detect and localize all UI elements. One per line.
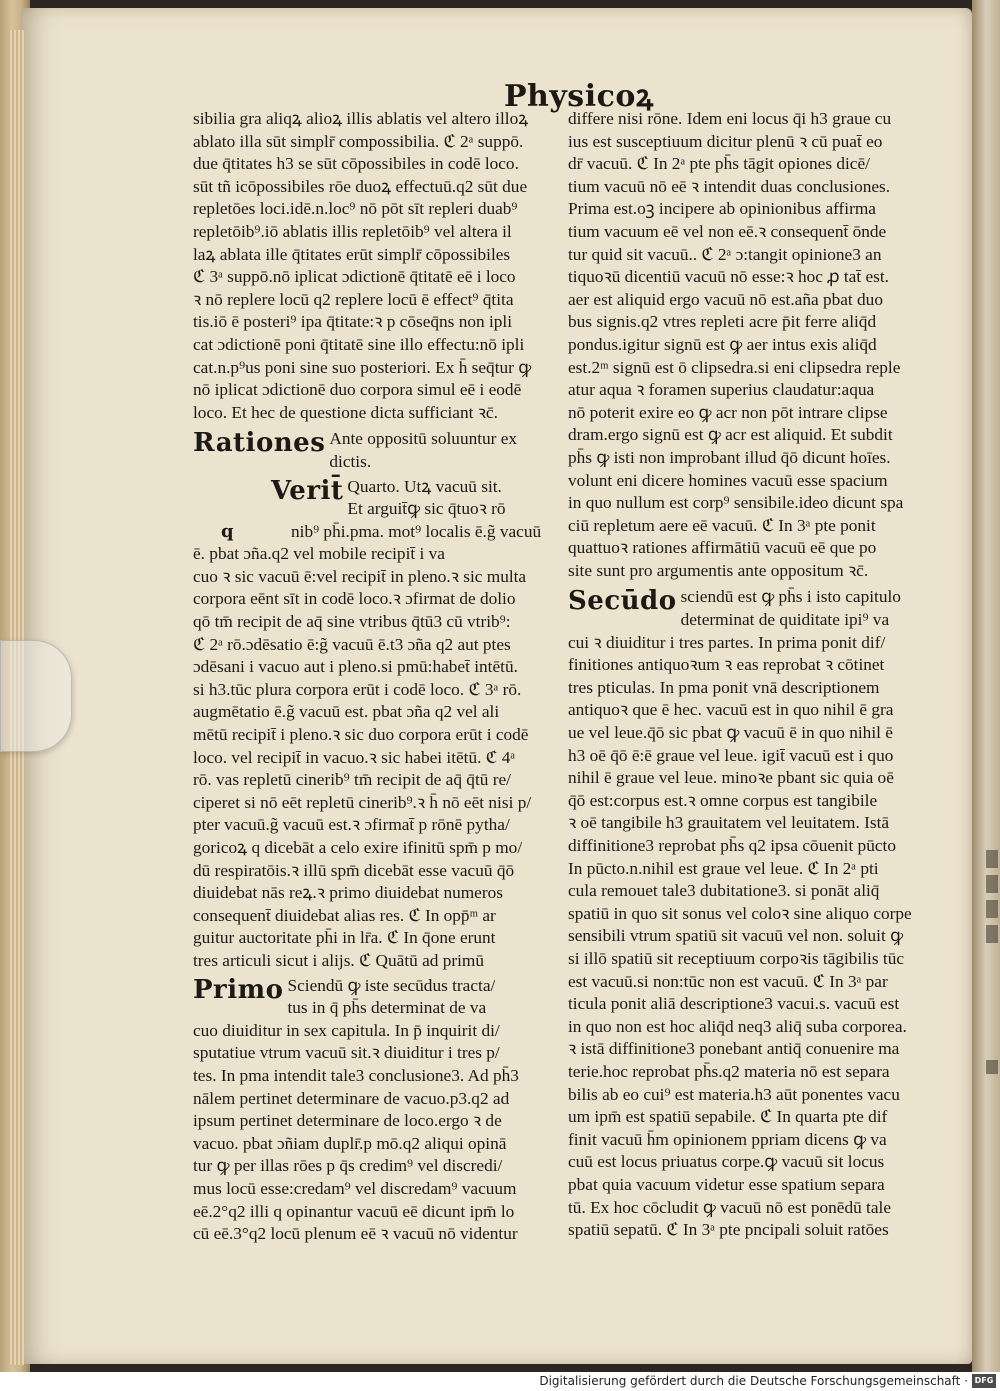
text-line: ius est susceptiuum dicitur plenū ꝛ cū puat̄ eo	[568, 131, 883, 151]
text-line: finitiones antiquoꝛum ꝛ eas reprobat ꝛ cōtinet	[568, 655, 885, 675]
text-line: tiquoꝛū dicentiū vacuū nō esse:ꝛ hoc ꝓ tat̄ est.	[568, 267, 889, 287]
left-text-column	[193, 108, 556, 1246]
text-line: ꝛ istā diffinitione3 ponebant antiq̄ conuenire ma	[568, 1039, 900, 1059]
text-line: guitur auctoritate ph̄i in lr̄a. ℭ In q̄one erunt	[193, 928, 496, 948]
text-line: tis.iō ē posteri⁹ ipa q̄titate:ꝛ p cōseq̄ns non ipli	[193, 312, 512, 332]
text-line: atur aqua ꝛ foramen superius claudatur:aqua	[568, 380, 875, 400]
text-line: Ante oppositū soluuntur ex	[329, 429, 518, 449]
secundo-heading: Secūdo	[568, 586, 677, 617]
initial-letter-guide: q	[221, 520, 234, 542]
text-line: Sciendū ꝙ iste secūdus tracta/	[287, 975, 496, 995]
text-line: nālem pertinet determinare de vacuo.p3.q2 ad	[193, 1088, 510, 1108]
text-line: diuidebat nās reꝝ.ꝛ primo diuidebat numeros	[193, 883, 503, 903]
text-line: bus signis.q2 vtres repleti acre p̄it ferre aliq̄d	[568, 312, 877, 332]
text-line: tur quid sit vacuū.. ℭ 2ᵃ ɔ:tangit opinione3 an	[568, 244, 882, 264]
text-line: ph̄s ꝙ isti non improbant illud q̄ō dicunt hoīes.	[568, 447, 891, 467]
text-line: est.2ᵐ signū est ō clipsedra.si eni clipsedra reple	[568, 357, 901, 377]
text-line: differe nisi rōne. Idem eni locus q̄i h3 graue cu	[568, 109, 892, 128]
text-line: um ipm̄ est spatiū sepabile. ℭ In quarta pte dif	[568, 1107, 888, 1127]
veritas-heading: Verit̄	[271, 475, 344, 506]
text-line: laꝝ ablata ille q̄titates erūt simplr̄ cōpossibiles	[193, 244, 511, 264]
text-line: tes. In pma intendit tale3 conclusione3. Ad ph̄3	[193, 1065, 519, 1085]
text-line: h3 oē q̄ō ē:ē graue vel leue. igit̄ vacuū est i quo	[568, 745, 894, 765]
text-line: consequent̄ diuidebat alias res. ℭ In opp̄ᵐ ar	[193, 905, 496, 925]
running-head: Physicoꝝ	[504, 79, 654, 114]
text-line: pondus.igitur signū est ꝙ aer intus exis aliq̄d	[568, 334, 877, 354]
text-line: ticula ponit aliā descriptione3 vacui.s. vacuū est	[568, 994, 900, 1014]
text-line: tres pticulas. In pma ponit vnā descriptionem	[568, 677, 880, 697]
text-line: cat ɔdictionē poni q̄titatē sine illo effectu:nō ipli	[193, 334, 525, 354]
text-line: antiquoꝛ que ē hec. vacuū est in quo nihil ē gra	[568, 700, 894, 720]
text-line: cui ꝛ diuiditur i tres partes. In prima ponit dif/	[568, 632, 886, 652]
text-line: in quo nullum est corp⁹ sensibile.ideo dicunt spa	[568, 493, 904, 513]
text-line: pbat quia vacuum videtur esse spatium separa	[568, 1174, 885, 1194]
secundo-text	[681, 586, 901, 631]
text-line: dictis.	[329, 451, 372, 471]
text-line-content: nib⁹ ph̄i.pma. mot⁹ localis ē.g̃ vacuū	[291, 521, 542, 541]
text-line: ℭ 3ᵃ suppō.nō iplicat ɔdictionē q̄titatē eē i loco	[193, 267, 516, 287]
text-line: nō iplicat ɔdictionē duo corpora simul eē i eodē	[193, 380, 522, 400]
veritas-section	[193, 476, 556, 521]
text-line: ꝛ oē tangibile h3 grauitatem vel leuitatem. Istā	[568, 813, 890, 833]
text-line: si h3.tūc plura corpora erūt i codē loco. ℭ 3ᵃ rō.	[193, 679, 522, 699]
text-line: sciendū est ꝙ ph̄s i isto capitulo	[680, 587, 901, 607]
text-line: finit vacuū h̄m opinionem ppriam dicens ꝙ va	[568, 1129, 887, 1149]
right-page-edge	[972, 0, 1000, 1372]
left-top-block	[193, 108, 556, 424]
text-line: ꝛ nō replere locū q2 replere locū ē effect⁹ q̄tita	[193, 289, 514, 309]
text-line: repletōes loci.idē.n.loc⁹ nō pōt sīt repleri duab⁹	[193, 199, 518, 219]
text-line: Prima est.oꝫ incipere ab opinionibus affirma	[568, 199, 876, 219]
text-line: cat.n.p⁹us poni sine suo posteriori. Ex h̄ seq̄tur ꝙ	[193, 357, 532, 377]
text-line: dū respiratōis.ꝛ illū spm̄ dicebāt esse vacuū q̄ō	[193, 860, 515, 880]
text-line: goricoꝝ q dicebāt a celo exire ifinitū spm̄ p mo/	[193, 838, 523, 857]
text-line: repletōib⁹.iō ablatis illis repletōib⁹ vel altera il	[193, 221, 512, 241]
text-line: determinat de quiditate ipi⁹ va	[680, 610, 890, 630]
text-line: sibilia gra aliqꝝ alioꝝ illis ablatis vel altero illoꝝ	[193, 109, 529, 128]
text-line: ciū repletum aere eē vacuū. ℭ In 3ᵃ pte ponit	[568, 515, 876, 535]
text-line: pter vacuū.g̃ vacuū est.ꝛ ɔfirmat̄ p rōnē pytha/	[193, 815, 510, 835]
secundo-section	[568, 586, 943, 631]
text-line: cuo ꝛ sic vacuū ē:vel recipit̄ in pleno.ꝛ sic multa	[193, 566, 527, 586]
primo-heading: Primo	[193, 974, 284, 1005]
text-line: sensibili vtrum spatiū sit vacuū vel non. soluit ꝙ	[568, 926, 904, 946]
text-line: quattuoꝛ rationes affirmātiū vacuū eē que po	[568, 538, 877, 558]
rationes-text	[329, 428, 517, 473]
text-line: terie.hoc reprobat ph̄s.q2 materia nō est separa	[568, 1061, 890, 1081]
text-line: due q̄titates h3 se sūt cōpossibiles in codē loco.	[193, 154, 519, 174]
text-line: spatiū in quo sit sonus vel coloꝛ sine aliquo corpe	[568, 903, 912, 923]
text-line: ɔdēsani i vacuo aut i pleno.si pmū:habet̄ intētū.	[193, 657, 518, 677]
text-line: ue vel leue.q̄ō sic pbat ꝙ vacuū ē in quo nihil ē	[568, 723, 893, 743]
text-line: loco. Et hec de questione dicta sufficiant ꝛc̄.	[193, 402, 498, 422]
text-line: ℭ 2ᵃ rō.ɔdēsatio ē:g̃ vacuū ē.t3 ɔña q2 aut ptes	[193, 634, 511, 654]
rationes-heading: Rationes	[193, 428, 326, 459]
text-line: aer est aliquid ergo vacuū nō est.aña pbat duo	[568, 289, 883, 309]
text-line: tium vacuum eē vel non eē.ꝛ consequent̄ ōnde	[568, 221, 887, 241]
text-line: Et arguit̄ꝙ sic q̄tuoꝛ rō	[347, 499, 506, 519]
text-line: vacuo. pbat ɔñiam duplr̄.p mō.q2 aliqui opinā	[193, 1133, 507, 1153]
right-top-block	[568, 108, 943, 582]
text-line: site sunt pro argumentis ante oppositum ꝛc̄.	[568, 560, 869, 580]
primo-text	[287, 975, 495, 1020]
text-line: qō tm̄ recipit de aq̄ sine vtribus q̄tū3 cū vtrib⁹:	[193, 612, 511, 632]
rationes-section	[193, 428, 556, 473]
text-line: est vacuū.si non:tūc non est vacuū. ℭ In 3ᵃ par	[568, 971, 888, 991]
text-line: loco. vel recipit̄ in vacuo.ꝛ sic habei itētū. ℭ 4ᵃ	[193, 747, 516, 767]
text-line: sputatiue vtrum vacuū sit.ꝛ diuiditur i tres p/	[193, 1043, 500, 1063]
text-line: dram.ergo signū est ꝙ acr est aliquid. Et subdit	[568, 425, 893, 445]
text-line: corpora eēnt sīt in codē loco.ꝛ ɔfirmat de dolio	[193, 589, 516, 609]
text-line: In pūcto.n.nihil est graue vel leue. ℭ In 2ᵃ pti	[568, 858, 879, 878]
veritas-text	[347, 476, 505, 521]
dfg-logo: DFG	[972, 1374, 996, 1388]
text-line: ē. pbat ɔña.q2 vel mobile recipit̄ i va	[193, 544, 445, 564]
text-line: tus in q̄ ph̄s determinat de va	[287, 998, 487, 1018]
text-line: eē.2°q2 illi q opinantur vacuū eē dicunt ipm̄ lo	[193, 1201, 515, 1221]
text-line: sūt tñ icōpossibiles rōe duoꝝ effectuū.q2 sūt due	[193, 176, 528, 196]
text-line: volunt eni dicere homines vacuū esse spacium	[568, 470, 888, 490]
text-line	[193, 521, 556, 544]
text-line: nihil ē graue vel leue. minoꝛe pbant sic quia oē	[568, 768, 894, 788]
text-line: cuū est locus priuatus corpe.ꝙ vacuū sit locus	[568, 1152, 885, 1172]
text-line: ipsum pertinet determinare de loco.ergo ꝛ de	[193, 1111, 502, 1131]
text-line: mus locū esse:credam⁹ vel discredam⁹ vacuum	[193, 1178, 517, 1198]
text-line: cū eē.3°q2 locū plenum eē ꝛ vacuū nō videntur	[193, 1224, 518, 1244]
right-text-column	[568, 108, 943, 1242]
text-line: cula remouet tale3 dubitatione3. si ponāt aliq̄	[568, 881, 880, 901]
text-line: nō poterit exire eo ꝙ acr non pōt intrare clipse	[568, 402, 888, 422]
text-line: augmētatio ē.g̃ vacuū est. pbat ɔña q2 vel ali	[193, 702, 500, 722]
text-line: Quarto. Utꝝ vacuū sit.	[347, 476, 502, 496]
text-line: tium vacuū nō eē ꝛ intendit duas conclusiones.	[568, 176, 891, 196]
text-line: diffinitione3 reprobat ph̄s q2 ipsa cōuenit pūcto	[568, 836, 896, 855]
right-bottom-block	[568, 632, 943, 1242]
left-bottom-block	[193, 1020, 556, 1246]
left-middle-block	[193, 521, 556, 973]
footer-credit: Digitalisierung gefördert durch die Deutsche Forschungsgemeinschaft ·	[539, 1374, 968, 1388]
text-line: rō. vas repletū cinerib⁹ tm̄ recipit de aq̄ q̄tū re/	[193, 770, 511, 790]
primo-section	[193, 975, 556, 1020]
page-holder-clip	[0, 640, 72, 752]
text-line: spatiū sepatū. ℭ In 3ᵃ pte pncipali soluit ratōes	[568, 1220, 889, 1240]
text-line: in quo non est hoc aliq̄d neq3 aliq̄ suba corporea.	[568, 1016, 907, 1036]
text-line: dr̄ vacuū. ℭ In 2ᵃ pte ph̄s tāgit opiones dicē/	[568, 154, 870, 174]
text-line: bilis ab eo cui⁹ est materia.h3 aūt ponentes vacu	[568, 1084, 900, 1104]
text-line: ablato illa sūt simplr̄ compossibilia. ℭ 2ᵃ suppō.	[193, 131, 524, 151]
text-line: q̄ō est:corpus est.ꝛ omne corpus est tangibile	[568, 790, 878, 810]
text-line: tū. Ex hoc cōcludit ꝙ vacuū nō est ponēdū tale	[568, 1197, 891, 1217]
text-line: mētū recipit̄ i pleno.ꝛ sic duo corpora erūt i codē	[193, 725, 529, 745]
text-line: si illō spatiū sit receptiuum corpoꝛis tāgibilis tūc	[568, 948, 905, 968]
text-line: tur ꝙ per illas rōes p q̄s credim⁹ vel discredi/	[193, 1156, 503, 1176]
text-line: tres articuli sicut i alijs. ℭ Quātū ad primū	[193, 950, 484, 970]
text-line: ciperet si nō eēt repletū cinerib⁹.ꝛ h̄ nō eēt nisi p/	[193, 792, 532, 812]
text-line: cuo diuiditur in sex capitula. In p̄ inquirit di/	[193, 1020, 500, 1040]
